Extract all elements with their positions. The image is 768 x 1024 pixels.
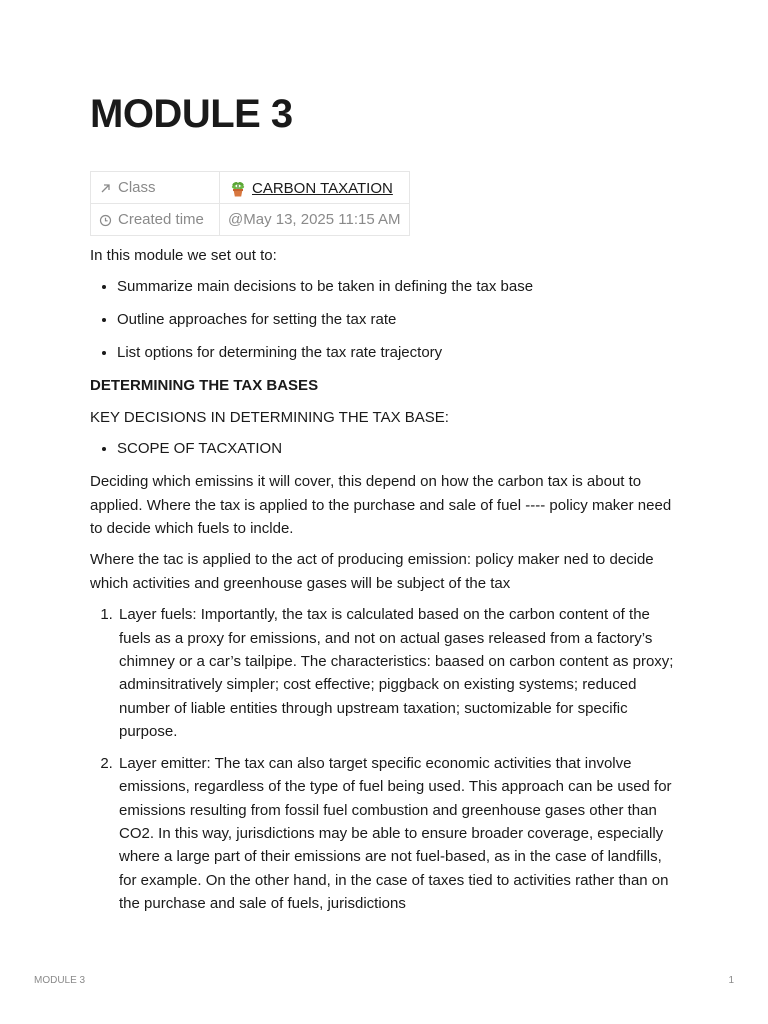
subheading: KEY DECISIONS IN DETERMINING THE TAX BASE: (90, 408, 449, 426)
clock-icon (99, 214, 112, 227)
page-title: MODULE 3 (90, 92, 293, 136)
paragraph: Where the tac is applied to the act of producing emission: policy maker ned to decide which activities and greenhouse gases will be subject of the tax (90, 551, 654, 592)
property-value-created: @May 13, 2025 11:15 AM (220, 204, 410, 236)
list-item: • List options for determining the tax rate trajectory (117, 341, 680, 364)
arrow-up-right-icon (99, 182, 112, 195)
goals-list (90, 275, 680, 364)
list-item: 2. Layer emitter: The tax can also target specific economic activities that involve emissions, regardless of the type of fuel being used. This approach can be used for emissions resulting from fossil fuel combustion and greenhouse gases other than CO2. In this way, jurisdictions may be able to ensure broader coverage, especially where a large part of their emissions are not fuel-based, as in the case of landfills, for example. On the other hand, in the case of taxes tied to activities rather than on the purchase and sale of fuels, jurisdictions (117, 752, 680, 916)
list-item: 1. Layer fuels: Importantly, the tax is calculated based on the carbon content of the fuels as a proxy for emissions, and not on actual gases released from a factory’s chimney or a car’s tailpipe. The characteristics: baased on carbon content as proxy; adminsitratively simpler; cost effective; piggback on existing systems; reduced number of liable entities through upstream taxation; suctomizable for specific purpose. (117, 603, 680, 743)
properties-table (90, 171, 410, 236)
paragraph: Deciding which emissins it will cover, this depend on how the carbon tax is about to applied. Where the tax is applied to the purchase and sale of fuel ---- policy maker need to decide which fuels to inclde. (90, 473, 672, 538)
layers-list (90, 603, 680, 915)
property-row-class (91, 172, 410, 204)
class-link[interactable]: CARBON TAXATION (252, 179, 393, 197)
page-content (90, 244, 680, 924)
footer-title: MODULE 3 (34, 975, 86, 986)
property-key-created (91, 204, 220, 236)
scope-list (90, 437, 680, 460)
property-key-class (91, 172, 220, 204)
intro-paragraph: In this module we set out to: (90, 247, 277, 264)
page-number: 1 (728, 975, 734, 986)
list-item: • Summarize main decisions to be taken in defining the tax base (117, 275, 680, 298)
property-label-class: Class (118, 179, 156, 196)
property-value-class (220, 172, 410, 204)
property-label-created: Created time (118, 211, 204, 228)
list-item: • SCOPE OF TACXATION (117, 437, 680, 460)
section-heading: DETERMINING THE TAX BASES (90, 377, 319, 395)
property-row-created (91, 204, 410, 236)
list-item: • Outline approaches for setting the tax rate (117, 308, 680, 331)
potted-plant-icon (228, 178, 248, 198)
